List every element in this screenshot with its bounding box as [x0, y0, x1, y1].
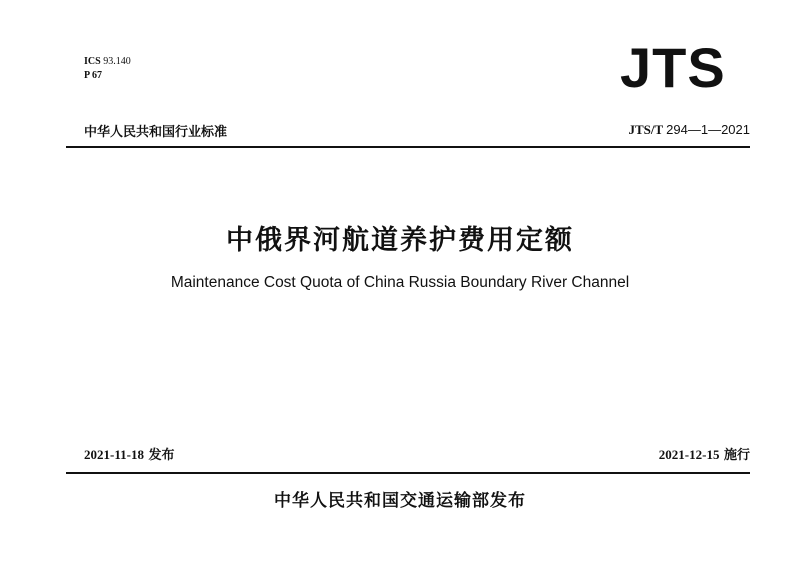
- issued-label: 发布: [148, 448, 175, 463]
- effective-date-value: 2021-12-15: [658, 447, 720, 462]
- ics-line: [84, 55, 131, 69]
- effective-date: [659, 444, 750, 463]
- effective-label: 施行: [723, 448, 750, 463]
- standard-code-prefix: JTS/T: [628, 122, 663, 137]
- standard-row: [84, 120, 750, 140]
- ics-block: [84, 55, 131, 83]
- issued-date: [84, 444, 175, 463]
- standard-code: [628, 122, 750, 138]
- ics-label: ICS: [84, 56, 101, 67]
- classification-code: P 67: [84, 70, 103, 81]
- document-title-chinese: 中俄界河航道养护费用定额: [226, 225, 574, 256]
- top-divider: [66, 146, 750, 148]
- document-title-english: Maintenance Cost Quota of China Russia Boundary River Channel: [170, 274, 630, 291]
- standard-category: 中华人民共和国行业标准: [84, 124, 228, 140]
- standard-code-number: 294—1—2021: [666, 122, 750, 137]
- ics-code: 93.140: [103, 56, 131, 67]
- issued-date-value: 2021-11-18: [84, 447, 144, 462]
- dates-row: [84, 444, 750, 463]
- publisher: 中华人民共和国交通运输部发布: [274, 491, 526, 511]
- bottom-divider: [66, 472, 750, 474]
- jts-logo: JTS: [620, 36, 726, 99]
